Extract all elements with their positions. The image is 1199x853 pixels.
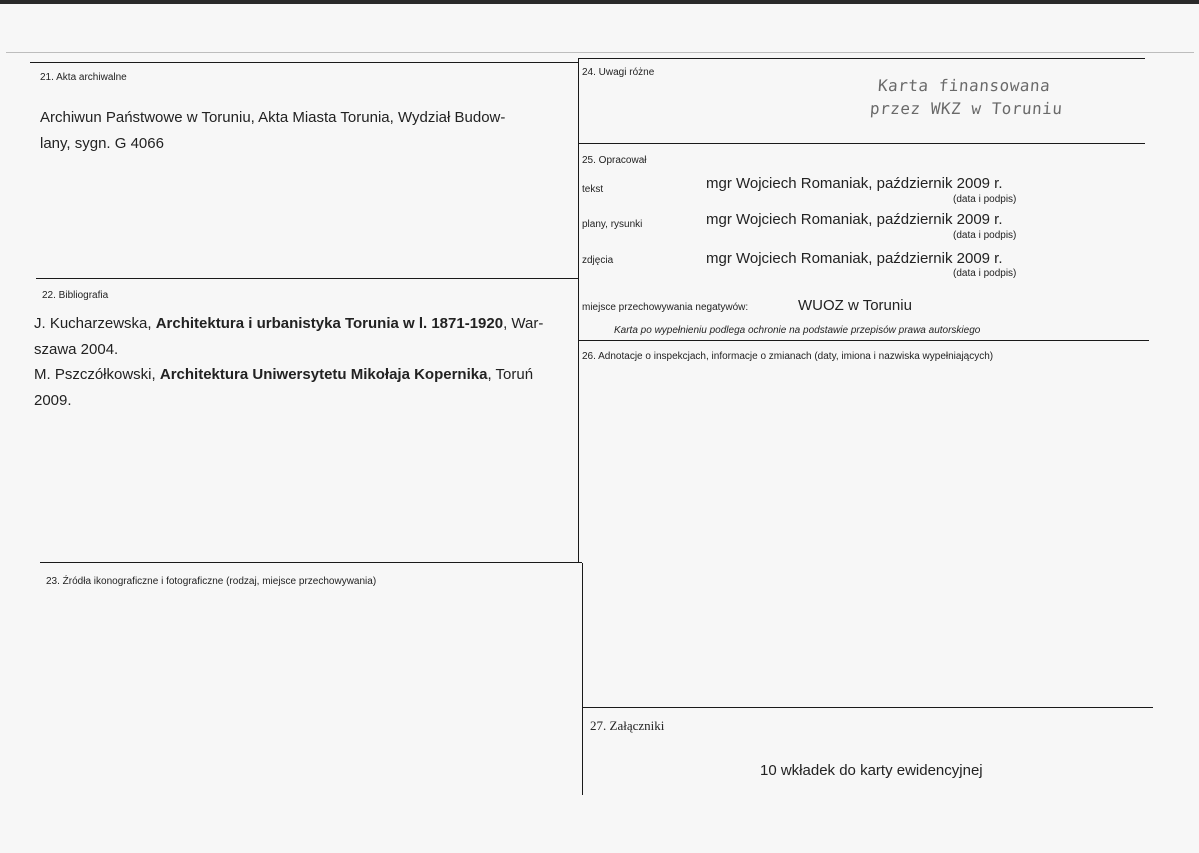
bibliography-entry-2 bbox=[34, 366, 533, 383]
bibliography-entry-1 bbox=[34, 315, 543, 332]
author-row-value-photos: mgr Wojciech Romaniak, październik 2009 r. bbox=[706, 250, 1003, 267]
author-row-key-plans: plany, rysunki bbox=[582, 219, 643, 230]
signature-note: (data i podpis) bbox=[953, 268, 1017, 279]
negatives-value: WUOZ w Toruniu bbox=[798, 297, 912, 314]
s23-label: 23. Źródła ikonograficzne i fotograficzne (rodzaj, miejsce przechowywania) bbox=[46, 576, 377, 587]
s24-label: 24. Uwagi różne bbox=[582, 67, 655, 78]
bib1-author: J. Kucharzewska, bbox=[34, 315, 156, 332]
s21-top-rule bbox=[30, 62, 578, 63]
bib2-line2: 2009. bbox=[34, 392, 72, 409]
s21-line1: Archiwun Państwowe w Toruniu, Akta Miasta Torunia, Wydział Budow- bbox=[40, 109, 506, 126]
copyright-note: Karta po wypełnieniu podlega ochronie na podstawie przepisów prawa autorskiego bbox=[614, 325, 981, 336]
bib2-title: Architektura Uniwersytetu Mikołaja Kopernika bbox=[159, 366, 488, 383]
header-rule bbox=[6, 52, 1194, 53]
author-row-value-text: mgr Wojciech Romaniak, październik 2009 r. bbox=[706, 175, 1003, 192]
s23-top-rule bbox=[40, 562, 582, 563]
s21-line2: lany, sygn. G 4066 bbox=[40, 135, 164, 152]
author-row-key-text: tekst bbox=[582, 184, 604, 195]
s26-label: 26. Adnotacje o inspekcjach, informacje o zmianach (daty, imiona i nazwiska wypełniających) bbox=[582, 351, 994, 362]
bib1-line2: szawa 2004. bbox=[34, 341, 119, 358]
s24-top-rule bbox=[578, 58, 1145, 59]
s25-top-rule bbox=[578, 143, 1145, 144]
signature-note: (data i podpis) bbox=[953, 230, 1017, 241]
s21-label: 21. Akta archiwalne bbox=[40, 72, 127, 83]
s27-top-rule bbox=[582, 707, 1153, 708]
s22-label: 22. Bibliografia bbox=[42, 290, 109, 301]
s27-label: 27. Załączniki bbox=[590, 718, 665, 733]
negatives-label: miejsce przechowywania negatywów: bbox=[582, 302, 749, 313]
signature-note: (data i podpis) bbox=[953, 194, 1017, 205]
bib1-tail: , War- bbox=[503, 315, 544, 332]
s26-top-rule bbox=[578, 340, 1149, 341]
s27-value: 10 wkładek do karty ewidencyjnej bbox=[760, 762, 983, 779]
bib2-author: M. Pszczółkowski, bbox=[34, 366, 160, 383]
s22-top-rule bbox=[36, 278, 578, 279]
author-row-key-photos: zdjęcia bbox=[582, 255, 614, 266]
stamp-line-2: przez WKZ w Toruniu bbox=[869, 99, 1064, 118]
stamp-line-1: Karta finansowana bbox=[877, 76, 1051, 95]
s25-label: 25. Opracował bbox=[582, 155, 647, 166]
center-divider-lower bbox=[582, 563, 583, 795]
bib2-tail: , Toruń bbox=[487, 366, 534, 383]
bib1-title: Architektura i urbanistyka Torunia w l. 1871-1920 bbox=[155, 315, 504, 332]
scan-top-edge bbox=[0, 0, 1199, 4]
center-divider-upper bbox=[578, 58, 579, 563]
author-row-value-plans: mgr Wojciech Romaniak, październik 2009 r. bbox=[706, 211, 1003, 228]
